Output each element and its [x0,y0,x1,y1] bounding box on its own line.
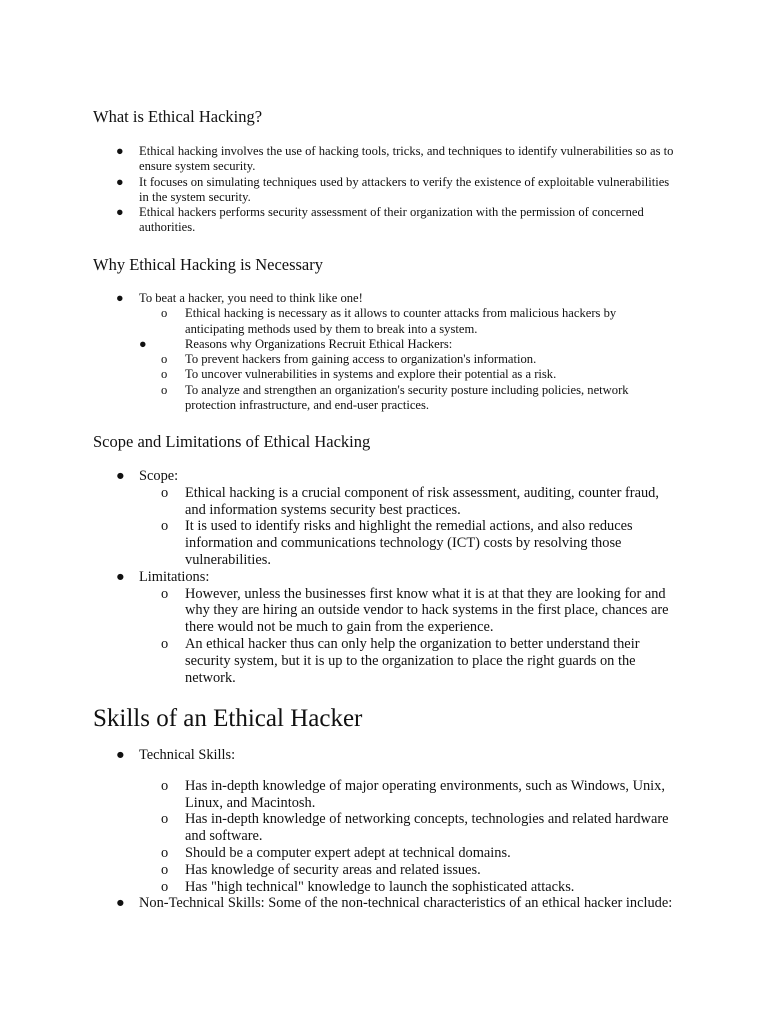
list-what-is [0,144,768,236]
bullet-icon: ● [116,568,125,585]
list-item: ● Technical Skills: [116,747,236,763]
sub-bullet-icon: o [161,844,169,861]
bullet-icon: ● [116,174,124,189]
list-item: ● Scope: [116,468,179,484]
heading-scope-limitations: Scope and Limitations of Ethical Hacking [93,432,371,451]
heading-what-is-ethical-hacking: What is Ethical Hacking? [93,107,263,126]
heading-why-necessary: Why Ethical Hacking is Necessary [93,255,324,274]
list-item: ● Ethical hackers performs security assessment of their organization with the permission of concerned authorities. [116,205,644,235]
sub-bullet-icon: o [161,484,169,501]
sub-list-item: o To prevent hackers from gaining access to organization's information. [161,352,537,367]
list-item: ● It focuses on simulating techniques used by attackers to verify the existence of exploitable vulnerabilities in the system security. [116,174,670,204]
list-scope-limitations [0,468,768,686]
sub-list-item: o Ethical hacking is necessary as it allows to counter attacks from malicious hackers by anticipating methods used by them to break into a system. [161,306,617,336]
sub-list-item: o Has knowledge of security areas and related issues. [161,861,481,878]
sub-bullet-icon: o [161,861,169,878]
sub-bullet-icon: o [161,585,169,602]
sub-bullet-icon: o [161,382,168,397]
list-item: ● Limitations: [116,568,210,585]
sub-list-item: o Has "high technical" knowledge to launch the sophisticated attacks. [161,878,575,895]
list-skills [0,747,768,912]
sub-list-item: o Has in-depth knowledge of major operating environments, such as Windows, Unix, Linux, and Macintosh. [161,777,665,811]
bullet-icon: ● [116,291,124,305]
bullet-icon: ● [139,336,147,351]
sub-bullet-icon: o [161,352,168,367]
bullet-icon: ● [116,205,124,220]
sub-bullet-icon: o [161,878,169,895]
sub-list-item: o Ethical hacking is a crucial component of risk assessment, auditing, counter fraud, and information systems security best practices. [161,484,659,518]
sub-list-item: o To uncover vulnerabilities in systems and explore their potential as a risk. [161,367,557,382]
bullet-icon: ● [116,895,125,912]
sub-list-item: o Has in-depth knowledge of networking concepts, technologies and related hardware and software. [161,811,669,845]
sub-bullet-icon: o [161,518,169,535]
bullet-icon: ● [116,144,124,158]
spacer [0,764,768,778]
sub-bullet-icon: o [161,811,169,828]
sub-bullet-icon: o [161,635,169,652]
heading-skills: Skills of an Ethical Hacker [93,705,363,732]
bullet-icon: ● [116,747,125,763]
sub-list-item: o Should be a computer expert adept at technical domains. [161,844,511,861]
sub-bullet-icon: o [161,777,169,794]
sub-list-item: o However, unless the businesses first know what it is at that they are looking for and why they are hiring an outside vendor to hack systems in the first place, chances are there would not be much to gain from the experience. [161,585,669,636]
sub-list-item: o To analyze and strengthen an organization's security posture including policies, network protection infrastructure, and end-user practices. [161,382,629,413]
list-item: ● To beat a hacker, you need to think like one! [116,291,363,305]
bullet-icon: ● [116,468,125,484]
sub-list-item: o It is used to identify risks and highlight the remedial actions, and also reduces information and communications technology (ICT) costs by resolving those vulnerabilities. [161,518,633,568]
list-item: ● Non-Technical Skills: Some of the non-technical characteristics of an ethical hacker include: [116,895,673,912]
list-item: ● Reasons why Organizations Recruit Ethical Hackers: [139,336,453,351]
sub-list-item: o An ethical hacker thus can only help the organization to better understand their security system, but it is up to the organization to place the right guards on the network. [161,635,640,686]
list-item: ● Ethical hacking involves the use of hacking tools, tricks, and techniques to identify vulnerabilities so as to ensure system security. [116,144,674,174]
sub-bullet-icon: o [161,367,168,382]
list-why-necessary [0,291,768,413]
sub-bullet-icon: o [161,306,168,321]
